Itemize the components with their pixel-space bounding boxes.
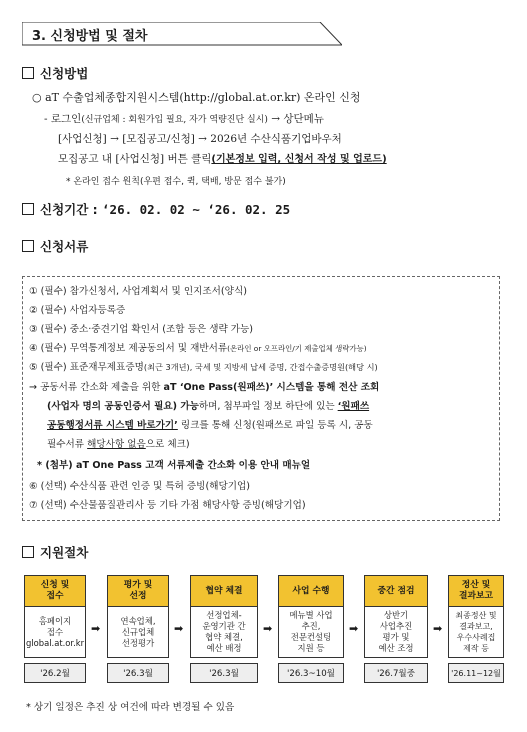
step-title: 협약 체결 — [190, 575, 258, 607]
onepass-link-start[interactable]: ‘원패쓰 — [337, 401, 370, 412]
process-footnote: * 상기 일정은 추진 상 여건에 따라 변경될 수 있음 — [26, 702, 235, 713]
step-body: 상반기 사업추진 평가 및 예산 조정 — [364, 607, 428, 658]
onepass-line-3: 공동행정서류 시스템 바로가기’ 링크를 통해 신청(원패쓰로 파일 등록 시, 공동 — [47, 420, 373, 431]
step-body: 선정업체- 운영기관 간 협약 체결, 예산 배정 — [190, 607, 258, 658]
step-date: '26.3~10월 — [278, 663, 344, 683]
method-line-1: - 로그인(신규업체 : 회원가입 필요, 자가 역량진단 실시) → 상단메뉴 — [44, 113, 324, 125]
section-title: 3. 신청방법 및 절차 — [32, 29, 148, 44]
method-line-2: [사업신청] → [모집공고/신청] → 2026년 수산식품기업바우처 — [58, 133, 342, 145]
period-value: ‘26. 02. 02 ~ ‘26. 02. 25 — [102, 202, 291, 217]
step-body: 연속업체, 신규업체 선정평가 — [107, 607, 169, 658]
onepass-line-2: (사업자 명의 공동인증서 필요) 가능하며, 첨부파일 정보 하단에 있는 ‘원패쓰 — [47, 401, 370, 412]
process-heading: 지원절차 — [22, 543, 88, 561]
step-body: 홈페이지 접수 global.at.or.kr — [24, 607, 86, 658]
step-title: 신청 및 접수 — [24, 575, 86, 607]
onepass-line-1: → 공동서류 간소화 제출을 위한 aT ‘One Pass(원패쓰)’ 시스템을 통해 전산 조회 — [29, 382, 380, 393]
step-title: 중간 점검 — [364, 575, 428, 607]
doc-item-7: ⑦ (선택) 수산물품질관리사 등 기타 가점 해당사항 증빙(해당기업) — [29, 500, 306, 511]
step-date: '26.11~12월 — [448, 663, 504, 683]
docs-box — [22, 276, 500, 521]
step-title: 사업 수행 — [278, 575, 344, 607]
method-line-3: 모집공고 내 [사업신청] 버튼 클릭(기본정보 입력, 신청서 작성 및 업로드) — [58, 153, 387, 165]
docs-heading: 신청서류 — [22, 237, 88, 255]
method-note: * 온라인 접수 원칙(우편 접수, 퀵, 택배, 방문 접수 불가) — [66, 177, 286, 187]
arrow-right-icon: ➡ — [174, 622, 184, 635]
step-body: 메뉴별 사업 추진, 전문컨설팅 지원 등 — [278, 607, 344, 658]
doc-item-5: ⑤ (필수) 표준재무제표증명(최근 3개년), 국세 및 지방세 납세 증명, 간접수출증명원(해당 시) — [29, 362, 378, 373]
checkbox-icon — [22, 203, 34, 215]
circle-bullet-icon: ○ — [32, 91, 42, 104]
step-date: '26.3월 — [107, 663, 169, 683]
step-title: 정산 및 결과보고 — [448, 575, 504, 607]
step-date: '26.2월 — [24, 663, 86, 683]
process-step-settlement — [448, 575, 504, 683]
process-step-apply — [24, 575, 86, 683]
step-date: '26.3월 — [190, 663, 258, 683]
process-step-midcheck — [364, 575, 428, 683]
doc-item-2: ② (필수) 사업자등록증 — [29, 305, 126, 316]
doc-item-6: ⑥ (선택) 수산식품 관련 인증 및 특허 증빙(해당기업) — [29, 481, 251, 492]
arrow-right-icon: ➡ — [349, 622, 359, 635]
onepass-link[interactable]: 공동행정서류 시스템 바로가기’ — [47, 420, 178, 431]
checkbox-icon — [22, 67, 34, 79]
period-label: 신청기간 : — [40, 202, 98, 217]
arrow-right-icon: ➡ — [91, 622, 101, 635]
section-title-box — [22, 22, 342, 46]
doc-item-4: ④ (필수) 무역통계정보 제공동의서 및 재반서류(온라인 or 오프라인/기 제출업체 생략가능) — [29, 343, 367, 354]
doc-item-3: ③ (필수) 중소·중견기업 확인서 (조합 등은 생략 가능) — [29, 324, 254, 335]
process-step-evaluation — [107, 575, 169, 683]
process-step-execution — [278, 575, 344, 683]
attach-manual-note: * (첨부) aT One Pass 고객 서류제출 간소화 이용 안내 매뉴얼 — [37, 460, 311, 471]
step-title: 평가 및 선정 — [107, 575, 169, 607]
step-date: '26.7월중 — [364, 663, 428, 683]
checkbox-icon — [22, 546, 34, 558]
arrow-right-icon: ➡ — [433, 622, 443, 635]
method-bullet: ○ aT 수출업체종합지원시스템(http://global.at.or.kr) 온라인 신청 — [32, 91, 361, 104]
process-step-agreement — [190, 575, 258, 683]
onepass-line-4: 필수서류 해당사항 없음으로 체크) — [47, 439, 190, 450]
checkbox-icon — [22, 240, 34, 252]
step-body: 최종정산 및 결과보고, 우수사례집 제작 등 — [448, 607, 504, 658]
method-heading: 신청방법 — [22, 64, 88, 82]
period-row — [22, 200, 290, 218]
arrow-right-icon: ➡ — [263, 622, 273, 635]
doc-item-1: ① (필수) 참가신청서, 사업계획서 및 인지조서(양식) — [29, 286, 247, 297]
